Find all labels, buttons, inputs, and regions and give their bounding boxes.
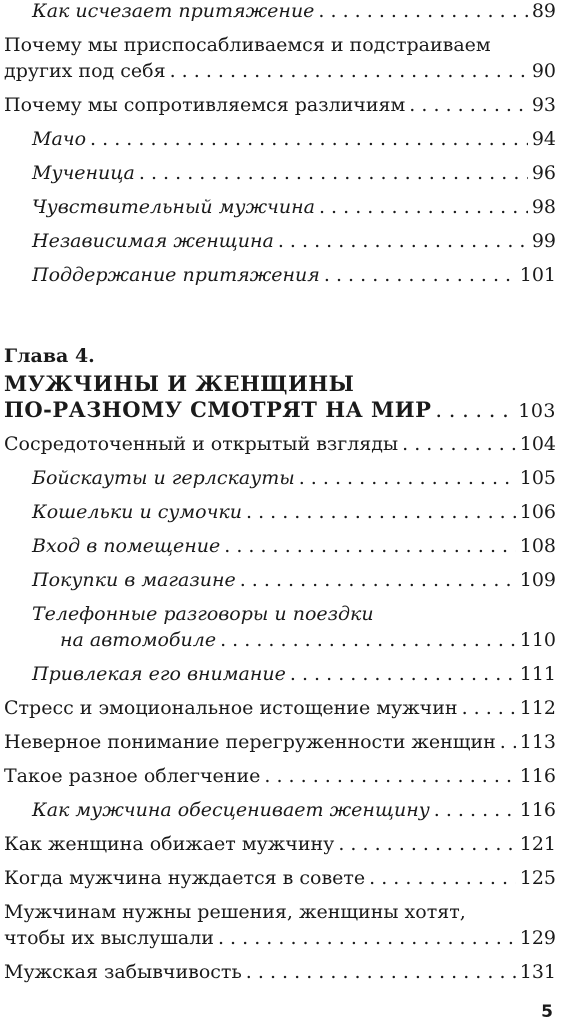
table-of-contents xyxy=(4,0,556,985)
toc-entry xyxy=(4,831,556,857)
toc-entry-title: Когда мужчина нуждается в совете xyxy=(4,867,366,889)
toc-entry-title-line1: Телефонные разговоры и поездки xyxy=(32,603,374,625)
leader-dots xyxy=(90,126,528,152)
toc-entry-title: Как исчезает притяжение xyxy=(32,0,315,22)
leader-dots xyxy=(278,228,528,254)
toc-entry-page: 121 xyxy=(519,833,556,855)
toc-entry-page: 110 xyxy=(519,629,556,651)
chapter-heading xyxy=(4,344,556,425)
toc-entry-page: 131 xyxy=(519,961,556,983)
leader-dots xyxy=(402,431,516,457)
toc-entry-title: Поддержание притяжения xyxy=(32,264,320,286)
leader-dots xyxy=(338,831,515,857)
toc-entry-page: 103 xyxy=(518,400,556,422)
toc-entry xyxy=(4,58,556,84)
leader-dots xyxy=(220,627,516,653)
toc-entry-title: Мужская забывчивость xyxy=(4,961,242,983)
toc-entry-page: 94 xyxy=(531,128,556,150)
toc-entry-title: Стресс и эмоциональное истощение мужчин xyxy=(4,697,458,719)
toc-entry-title: чтобы их выслушали xyxy=(4,927,214,949)
toc-entry-title: Кошельки и сумочки xyxy=(32,501,242,523)
toc-entry xyxy=(4,959,556,985)
toc-entry-page: 101 xyxy=(519,264,556,286)
toc-entry-title: Покупки в магазине xyxy=(32,569,236,591)
leader-dots xyxy=(299,465,516,491)
toc-entry-page: 98 xyxy=(531,196,556,218)
toc-entry xyxy=(4,729,556,755)
page-number: 5 xyxy=(541,1002,553,1022)
leader-dots xyxy=(324,262,516,288)
chapter-title-line1: МУЖЧИНЫ И ЖЕНЩИНЫ xyxy=(4,371,355,396)
leader-dots xyxy=(139,160,528,186)
toc-entry-page: 105 xyxy=(519,467,556,489)
toc-entry-title: Неверное понимание перегруженности женщин xyxy=(4,731,496,753)
toc-entry-page: 96 xyxy=(531,162,556,184)
toc-entry xyxy=(4,661,556,687)
toc-entry xyxy=(4,228,556,254)
leader-dots xyxy=(290,661,516,687)
toc-entry xyxy=(4,92,556,118)
leader-dots xyxy=(369,865,516,891)
toc-entry-page: 106 xyxy=(519,501,556,523)
toc-entry-page: 112 xyxy=(519,697,556,719)
toc-entry-title: Мачо xyxy=(32,128,87,150)
toc-entry-page: 90 xyxy=(531,60,556,82)
toc-entry-multiline xyxy=(4,32,556,84)
leader-dots xyxy=(319,194,528,220)
toc-entry-page: 116 xyxy=(519,765,556,787)
toc-entry xyxy=(4,194,556,220)
toc-entry xyxy=(4,925,556,951)
leader-dots xyxy=(434,797,516,823)
toc-entry-page: 93 xyxy=(531,94,556,116)
toc-entry-title: Независимая женщина xyxy=(32,230,274,252)
toc-entry-title: Такое разное облегчение xyxy=(4,765,261,787)
leader-dots xyxy=(246,499,516,525)
chapter-number: Глава 4. xyxy=(4,345,95,367)
toc-entry-page: 111 xyxy=(519,663,556,685)
toc-entry-title: Почему мы сопротивляемся различиям xyxy=(4,94,406,116)
leader-dots xyxy=(318,0,527,24)
leader-dots xyxy=(224,533,516,559)
toc-entry-title: Как женщина обижает мужчину xyxy=(4,833,335,855)
toc-entry xyxy=(4,797,556,823)
toc-entry-title-line1: Почему мы приспосабливаемся и подстраиваем xyxy=(4,34,491,56)
toc-entry-page: 89 xyxy=(531,0,556,22)
chapter-title-line2 xyxy=(4,396,556,425)
leader-dots xyxy=(218,925,516,951)
toc-entry-title: на автомобиле xyxy=(60,629,217,651)
toc-entry-page: 129 xyxy=(519,927,556,949)
toc-entry xyxy=(32,627,556,653)
chapter-title-text: ПО-РАЗНОМУ СМОТРЯТ НА МИР xyxy=(4,397,432,422)
toc-entry xyxy=(4,465,556,491)
toc-entry xyxy=(4,695,556,721)
toc-entry-page: 125 xyxy=(519,867,556,889)
toc-entry-page: 109 xyxy=(519,569,556,591)
toc-entry-title: Чувствительный мужчина xyxy=(32,196,315,218)
leader-dots xyxy=(409,92,528,118)
toc-entry-page: 113 xyxy=(519,731,556,753)
leader-dots xyxy=(264,763,515,789)
leader-dots xyxy=(500,729,516,755)
leader-dots xyxy=(435,396,514,424)
toc-entry xyxy=(4,431,556,457)
toc-entry xyxy=(4,499,556,525)
leader-dots xyxy=(240,567,516,593)
toc-entry xyxy=(4,567,556,593)
toc-entry-title: Бойскауты и герлскауты xyxy=(32,467,295,489)
toc-entry-multiline xyxy=(4,601,556,653)
toc-entry xyxy=(4,160,556,186)
toc-entry xyxy=(4,763,556,789)
toc-entry-title: Привлекая его внимание xyxy=(32,663,286,685)
leader-dots xyxy=(246,959,516,985)
toc-entry xyxy=(4,262,556,288)
toc-entry xyxy=(4,533,556,559)
toc-entry-multiline xyxy=(4,899,556,951)
leader-dots xyxy=(462,695,516,721)
toc-entry-page: 108 xyxy=(519,535,556,557)
toc-entry-page: 99 xyxy=(531,230,556,252)
toc-entry-title: Сосредоточенный и открытый взгляды xyxy=(4,433,399,455)
toc-entry xyxy=(4,865,556,891)
toc-entry xyxy=(4,126,556,152)
toc-entry-title: Мученица xyxy=(32,162,135,184)
toc-entry-title: Вход в помещение xyxy=(32,535,221,557)
leader-dots xyxy=(170,58,528,84)
toc-entry-title-line1: Мужчинам нужны решения, женщины хотят, xyxy=(4,901,466,923)
toc-entry xyxy=(4,0,556,24)
toc-entry-page: 104 xyxy=(519,433,556,455)
toc-entry-title: Как мужчина обесценивает женщину xyxy=(32,799,430,821)
toc-entry-title: других под себя xyxy=(4,60,166,82)
toc-entry-page: 116 xyxy=(519,799,556,821)
